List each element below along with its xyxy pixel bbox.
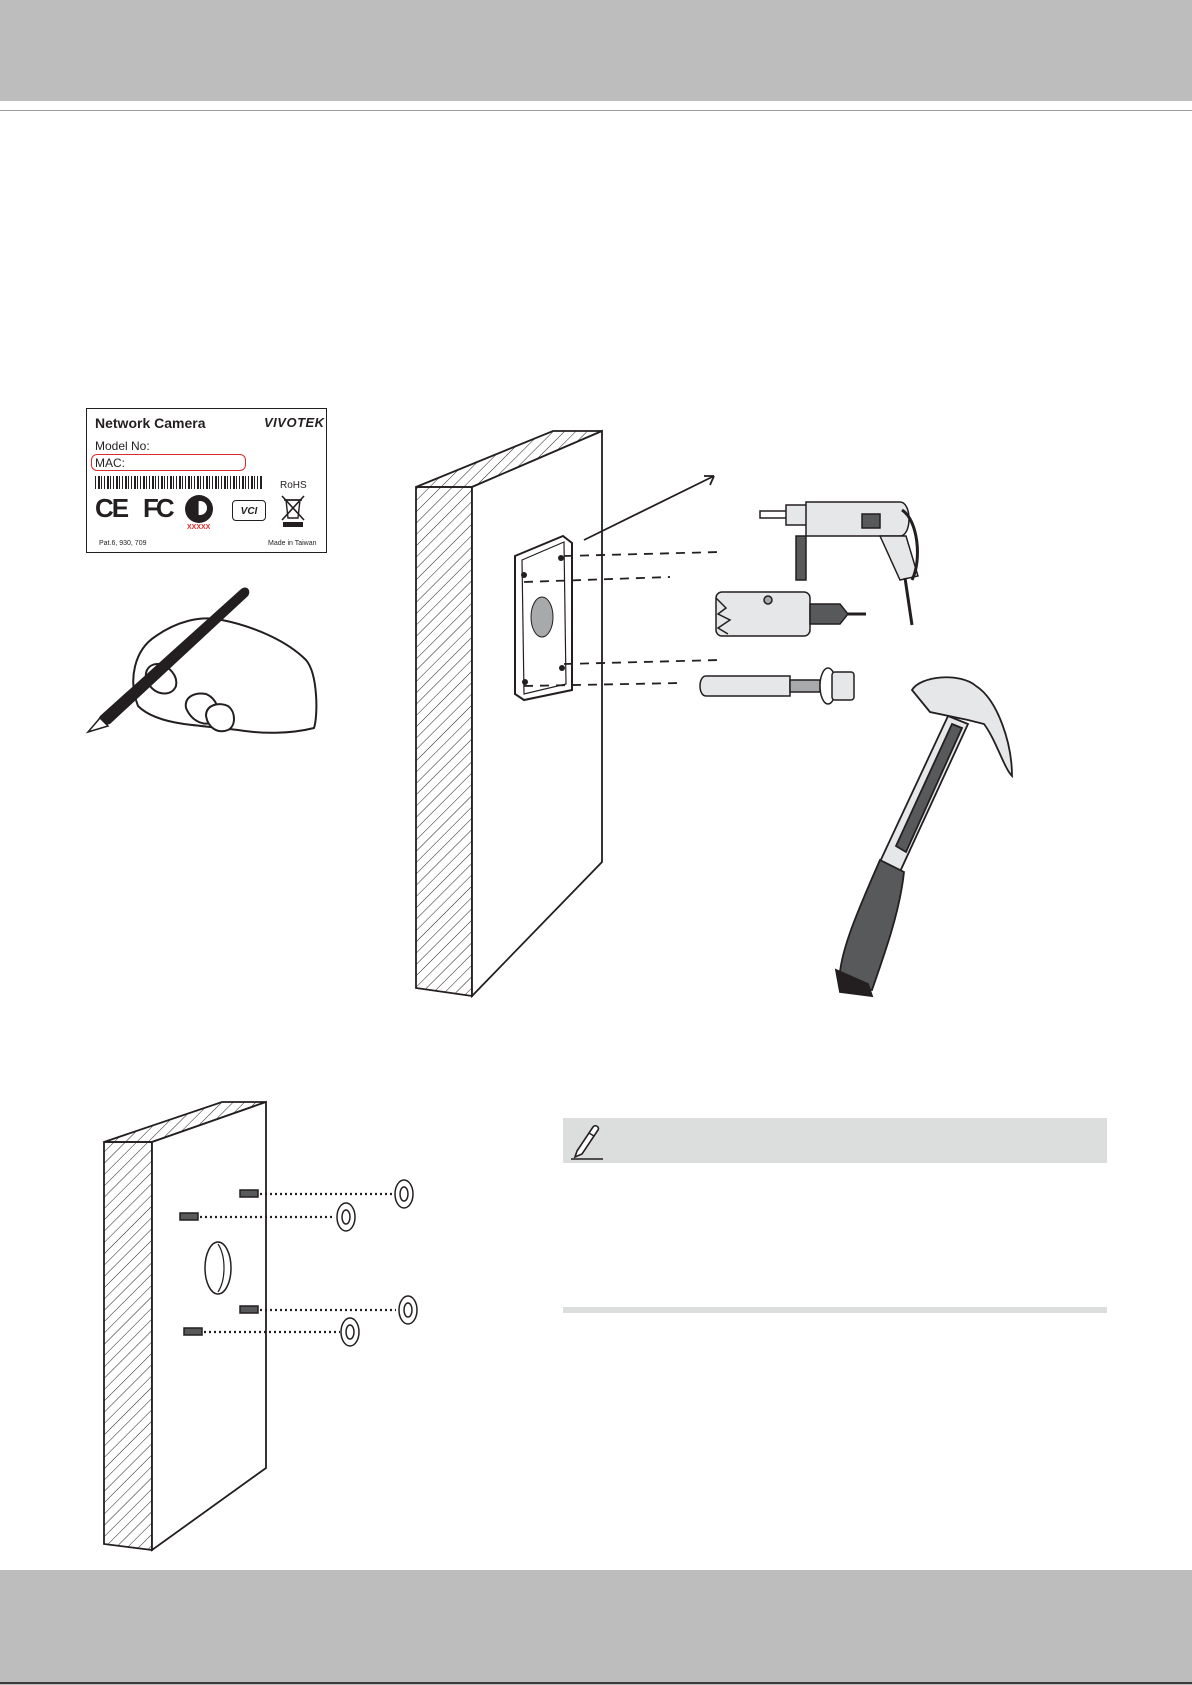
screw-icon: [240, 1306, 258, 1313]
ctick-code: XXXXX: [187, 524, 211, 531]
drill-icon: [760, 502, 918, 625]
header-band: [0, 0, 1192, 101]
footer-band: [0, 1570, 1192, 1685]
fcc-mark-icon: FC: [143, 493, 172, 523]
anchor-bolt-icon: [700, 668, 854, 704]
screw-icon: [184, 1328, 202, 1335]
label-made-in: Made in Taiwan: [268, 540, 317, 547]
label-brand: VIVOTEK: [264, 415, 325, 430]
screw-icon: [180, 1213, 198, 1220]
label-rohs: RoHS: [280, 480, 307, 491]
ce-mark-icon: CE: [95, 493, 128, 523]
mounting-plate: [515, 536, 572, 700]
label-model: Model No:: [95, 439, 150, 453]
label-patent: Pat.6, 930, 709: [99, 540, 147, 547]
label-title: Network Camera: [95, 415, 206, 431]
product-label: [86, 408, 327, 553]
ctick-mark-icon: [185, 495, 213, 523]
note-bar: [563, 1118, 1107, 1163]
hole-saw-icon: [716, 592, 866, 636]
note-rule: [563, 1307, 1107, 1313]
header-rule: [0, 110, 1192, 111]
screw-icon: [240, 1190, 258, 1197]
recycle-bin-icon: [280, 494, 306, 528]
washer-icon: [337, 1180, 417, 1346]
footer-rule: [0, 1682, 1192, 1684]
pencil-note-icon: [569, 1121, 605, 1161]
pen-icon: [88, 588, 249, 732]
vci-mark-icon: VCI: [232, 500, 266, 521]
barcode: [95, 476, 263, 489]
hammer-icon: [836, 677, 1012, 996]
label-mac: MAC:: [95, 456, 125, 470]
